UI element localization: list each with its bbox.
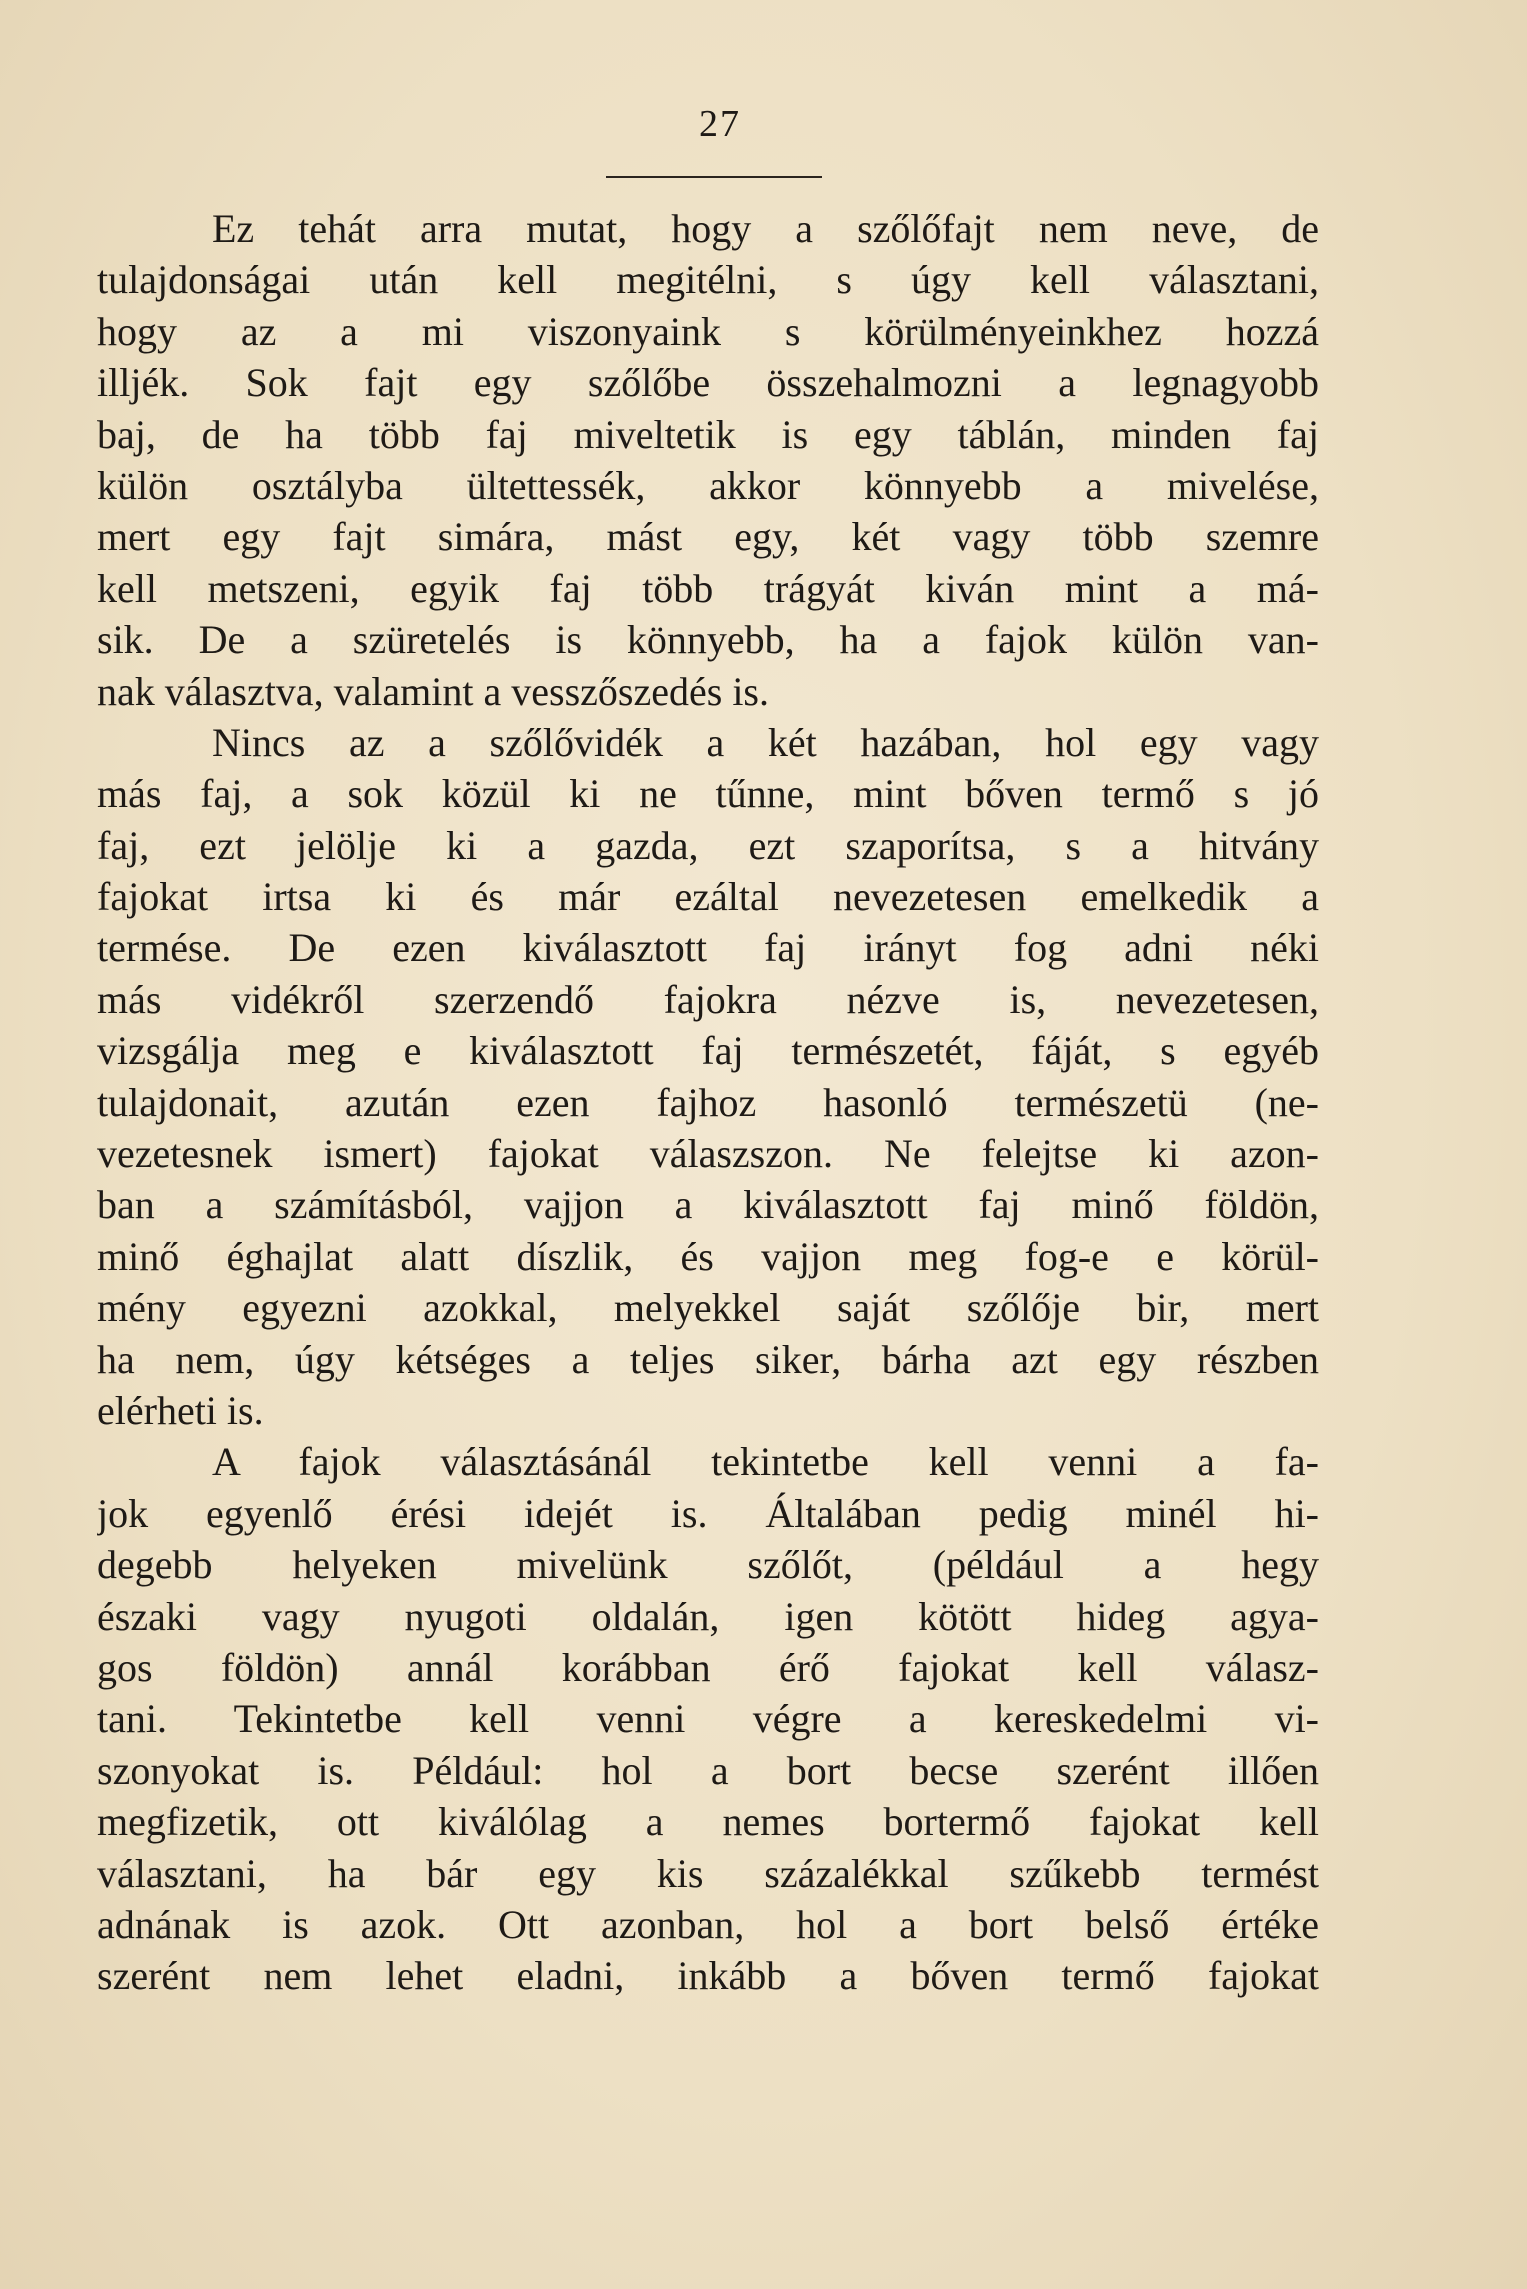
- text-line: vizsgálja meg e kiválasztott faj természetét, fáját, s egyéb: [97, 1028, 1319, 1074]
- text-line: választani, ha bár egy kis százalékkal szűkebb termést: [97, 1850, 1319, 1896]
- body-text: [97, 203, 1319, 2002]
- text-line: ban a számításból, vajjon a kiválasztott faj minő földön,: [97, 1182, 1319, 1228]
- text-line: nak választva, valamint a vesszőszedés is.: [97, 668, 769, 714]
- text-line: külön osztályba ültettessék, akkor könnyebb a mivelése,: [97, 462, 1319, 508]
- text-line: megfizetik, ott kiválólag a nemes bortermő fajokat kell: [97, 1799, 1319, 1845]
- text-line: Ez tehát arra mutat, hogy a szőlőfajt nem neve, de: [212, 206, 1319, 251]
- text-line: mény egyezni azokkal, melyekkel saját szőlője bir, mert: [97, 1285, 1319, 1331]
- text-line: más vidékről szerzendő fajokra nézve is, nevezetesen,: [97, 976, 1319, 1022]
- text-line: tulajdonságai után kell megitélni, s úgy kell választani,: [97, 257, 1319, 303]
- paragraph-2: [97, 717, 1319, 1436]
- text-line: gos földön) annál korábban érő fajokat kell válasz-: [97, 1644, 1319, 1690]
- text-line: szonyokat is. Például: hol a bort becse szerént illően: [97, 1747, 1319, 1793]
- text-line: termése. De ezen kiválasztott faj irányt fog adni néki: [97, 925, 1319, 971]
- paragraph-3: [97, 1436, 1319, 2001]
- text-line: hogy az a mi viszonyaink s körülményeinkhez hozzá: [97, 308, 1319, 354]
- text-line: mert egy fajt simára, mást egy, két vagy több szemre: [97, 514, 1319, 560]
- text-line: faj, ezt jelölje ki a gazda, ezt szaporítsa, s a hitvány: [97, 822, 1319, 868]
- text-line: tulajdonait, azután ezen fajhoz hasonló természetü (ne-: [97, 1079, 1319, 1125]
- text-line: minő éghajlat alatt díszlik, és vajjon meg fog-e e körül-: [97, 1233, 1319, 1279]
- text-line: degebb helyeken mivelünk szőlőt, (például a hegy: [97, 1542, 1319, 1588]
- text-line: adnának is azok. Ott azonban, hol a bort belső értéke: [97, 1901, 1319, 1947]
- text-line: más faj, a sok közül ki ne tűnne, mint bőven termő s jó: [97, 771, 1319, 817]
- text-line: kell metszeni, egyik faj több trágyát kiván mint a má-: [97, 565, 1319, 611]
- text-line: sik. De a szüretelés is könnyebb, ha a fajok külön van-: [97, 617, 1319, 663]
- text-line: északi vagy nyugoti oldalán, igen kötött hideg agya-: [97, 1593, 1319, 1639]
- paragraph-1: [97, 203, 1319, 717]
- header-rule: [606, 176, 822, 178]
- text-line: baj, de ha több faj miveltetik is egy táblán, minden faj: [97, 411, 1319, 457]
- text-line: illjék. Sok fajt egy szőlőbe összehalmozni a legnagyobb: [97, 360, 1319, 406]
- text-line: szerént nem lehet eladni, inkább a bőven termő fajokat: [97, 1953, 1319, 1999]
- text-line: vezetesnek ismert) fajokat válaszszon. Ne felejtse ki azon-: [97, 1131, 1319, 1177]
- text-line: Nincs az a szőlővidék a két hazában, hol egy vagy: [212, 719, 1319, 765]
- text-line: jok egyenlő érési idejét is. Általában pedig minél hi-: [97, 1490, 1319, 1536]
- text-line: elérheti is.: [97, 1387, 264, 1433]
- text-line: fajokat irtsa ki és már ezáltal nevezetesen emelkedik a: [97, 874, 1319, 920]
- page-number: 27: [699, 103, 741, 145]
- text-line: A fajok választásánál tekintetbe kell venni a fa-: [212, 1439, 1319, 1485]
- text-line: ha nem, úgy kétséges a teljes siker, bárha azt egy részben: [97, 1336, 1319, 1382]
- text-line: tani. Tekintetbe kell venni végre a kereskedelmi vi-: [97, 1696, 1319, 1742]
